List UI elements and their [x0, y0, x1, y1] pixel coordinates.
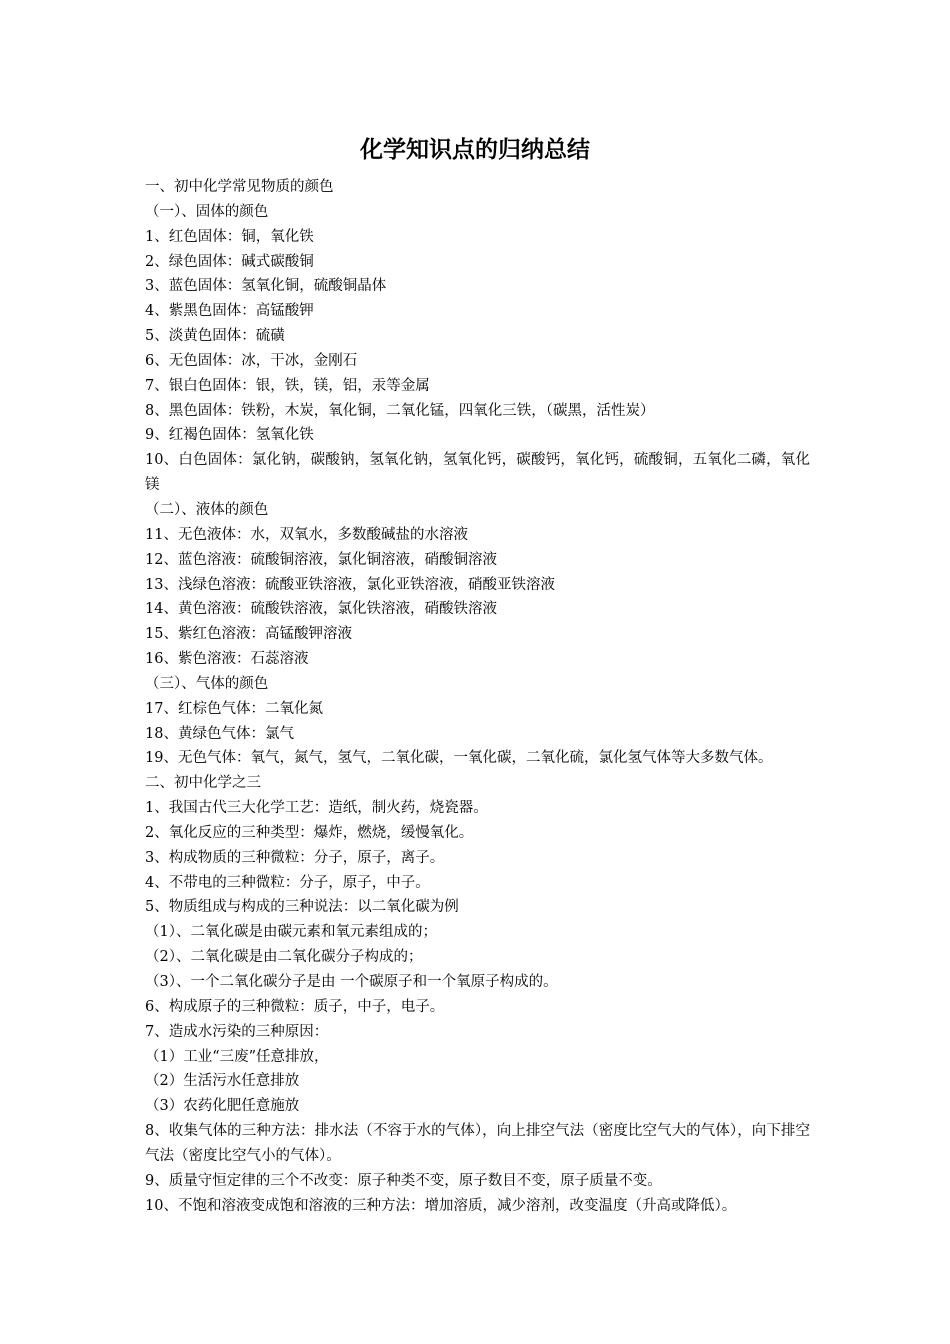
list-subitem: （2）、二氧化碳是由二氧化碳分子构成的； — [145, 949, 423, 966]
list-item: 8、黑色固体：铁粉，木炭，氧化铜，二氧化锰，四氧化三铁，（碳黑，活性炭） — [145, 402, 655, 419]
list-item: 7、银白色固体：银，铁，镁，铝，汞等金属 — [145, 377, 430, 394]
list-item: 4、紫黑色固体：高锰酸钾 — [145, 303, 314, 320]
list-item: 11、无色液体：水，双氧水，多数酸碱盐的水溶液 — [145, 526, 468, 543]
list-subitem: （2）生活污水任意排放 — [145, 1073, 300, 1090]
list-item: 8、收集气体的三种方法：排水法（不容于水的气体），向上排空气法（密度比空气大的气体），向下排空气法（密度比空气小的气体）。 — [145, 1123, 810, 1164]
list-item: 2、氧化反应的三种类型：爆炸，燃烧，缓慢氧化。 — [145, 824, 474, 841]
list-item: 17、红棕色气体：二氧化氮 — [145, 700, 323, 717]
list-item: 19、无色气体：氧气，氮气，氢气，二氧化碳，一氧化碳，二氧化硫，氯化氢气体等大多数气体。 — [145, 750, 773, 767]
list-item: 6、无色固体：冰，干冰，金刚石 — [145, 352, 358, 369]
list-item: 1、我国古代三大化学工艺：造纸，制火药，烧瓷器。 — [145, 800, 488, 817]
list-item: 4、不带电的三种微粒：分子，原子，中子。 — [145, 874, 430, 891]
list-item: 10、不饱和溶液变成饱和溶液的三种方法：增加溶质，减少溶剂，改变温度（升高或降低）。 — [145, 1197, 737, 1214]
list-item: 3、蓝色固体：氢氧化铜，硫酸铜晶体 — [145, 278, 387, 295]
section-heading: 二、初中化学之三 — [145, 775, 261, 792]
list-item: 9、红褐色固体：氢氧化铁 — [145, 427, 314, 444]
list-subitem: （1）工业“三废”任意排放， — [145, 1048, 329, 1065]
list-item: 18、黄绿色气体：氯气 — [145, 725, 294, 742]
section-heading: 一、初中化学常见物质的颜色 — [145, 179, 334, 195]
list-item: 7、造成水污染的三种原因： — [145, 1023, 329, 1040]
list-subitem: （3）农药化肥任意施放 — [145, 1098, 300, 1115]
list-item: 12、蓝色溶液：硫酸铜溶液，氯化铜溶液，硝酸铜溶液 — [145, 551, 497, 568]
list-subitem: （1）、二氧化碳是由碳元素和氧元素组成的； — [145, 924, 437, 941]
list-item: 5、物质组成与构成的三种说法：以二氧化碳为例 — [145, 899, 459, 916]
subsection-heading: （二）、液体的颜色 — [145, 501, 269, 518]
list-item: 2、绿色固体：碱式碳酸铜 — [145, 253, 314, 270]
list-item: 14、黄色溶液：硫酸铁溶液，氯化铁溶液，硝酸铁溶液 — [145, 601, 497, 618]
list-subitem: （3）、一个二氧化碳分子是由 一个碳原子和一个氧原子构成的。 — [145, 974, 558, 990]
list-item: 10、白色固体：氯化钠，碳酸钠，氢氧化钠，氢氧化钙，碳酸钙，氧化钙，硫酸铜，五氧化二磷，氧化镁 — [145, 452, 810, 494]
list-item: 6、构成原子的三种微粒：质子，中子，电子。 — [145, 998, 445, 1015]
list-item: 3、构成物质的三种微粒：分子，原子，离子。 — [145, 849, 445, 866]
document-body — [145, 175, 810, 1218]
list-item: 9、质量守恒定律的三个不改变：原子种类不变，原子数目不变，原子质量不变。 — [145, 1172, 662, 1189]
subsection-heading: （三）、气体的颜色 — [145, 675, 269, 692]
document-title: 化学知识点的归纳总结 — [360, 137, 590, 163]
list-item: 1、红色固体：铜，氧化铁 — [145, 228, 314, 245]
list-item: 15、紫红色溶液：高锰酸钾溶液 — [145, 626, 352, 643]
list-item: 16、紫色溶液：石蕊溶液 — [145, 651, 309, 668]
subsection-heading: （一）、固体的颜色 — [145, 203, 269, 220]
list-item: 13、浅绿色溶液：硫酸亚铁溶液，氯化亚铁溶液，硝酸亚铁溶液 — [145, 576, 555, 593]
list-item: 5、淡黄色固体：硫磺 — [145, 328, 285, 345]
